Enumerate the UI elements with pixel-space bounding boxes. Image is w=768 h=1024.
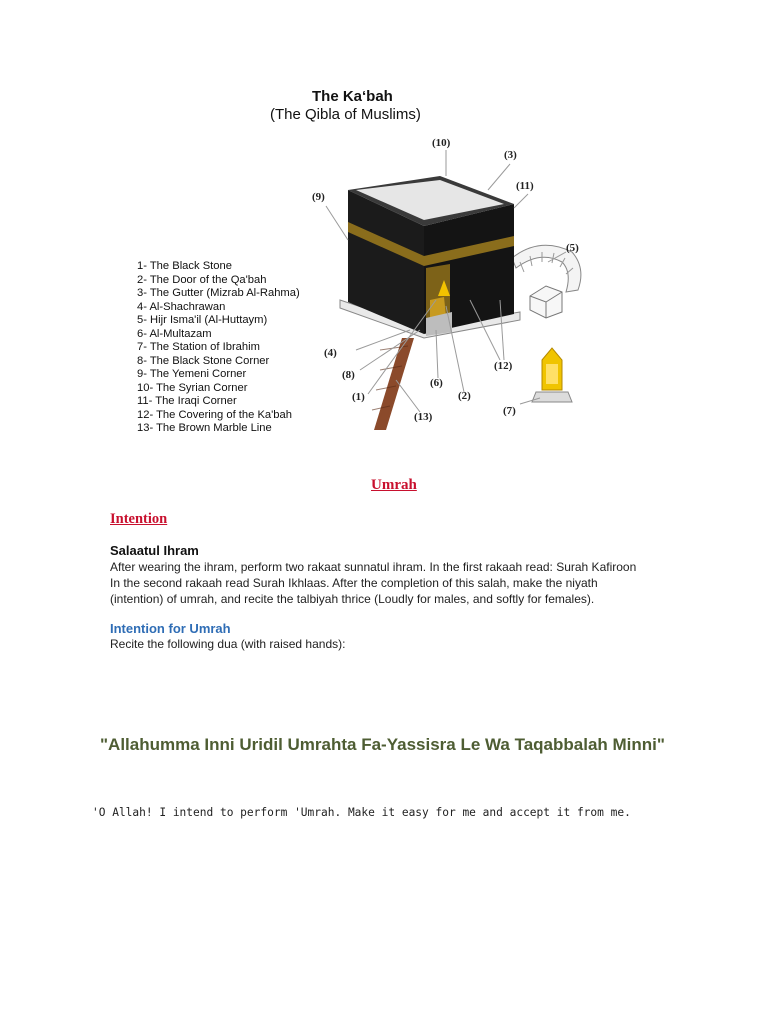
ihram-paragraph: [110, 559, 710, 607]
paragraph-line: After wearing the ihram, perform two rakaat sunnatul ihram. In the first rakaah read: Surah Kafiroon: [110, 560, 637, 574]
umrah-heading: Umrah: [371, 477, 417, 493]
callout-8: (8): [342, 369, 355, 381]
legend-item: 8- The Black Stone Corner: [137, 354, 270, 367]
intention-heading: Intention: [110, 511, 168, 527]
recite-instruction: Recite the following dua (with raised hands):: [110, 637, 346, 651]
legend-item: 7- The Station of Ibrahim: [137, 341, 260, 353]
legend-item: 13- The Brown Marble Line: [137, 422, 272, 434]
dua-text: "Allahumma Inni Uridil Umrahta Fa-Yassisra Le Wa Taqabbalah Minni": [100, 735, 665, 754]
callout-12: (12): [494, 360, 513, 372]
callout-10: (10): [432, 137, 451, 149]
figure-title: The Ka‘bah: [312, 88, 393, 105]
legend-item: 12- The Covering of the Ka'bah: [137, 408, 292, 421]
callout-5: (5): [566, 242, 579, 254]
callout-6: (6): [430, 377, 443, 389]
legend-item: 11- The Iraqi Corner: [137, 395, 237, 407]
callout-7: (7): [503, 405, 516, 417]
callout-2: (2): [458, 390, 471, 402]
legend-item: 9- The Yemeni Corner: [137, 368, 247, 380]
callout-11: (11): [516, 180, 534, 192]
figure-legend: [137, 260, 300, 436]
callout-13: (13): [414, 411, 433, 423]
legend-item: 2- The Door of the Qa'bah: [137, 273, 267, 286]
figure-subtitle: (The Qibla of Muslims): [270, 106, 421, 123]
hijr-ismail-wall: [512, 245, 581, 318]
paragraph-line: In the second rakaah read Surah Ikhlaas. After the completion of this salah, make the niyath: [110, 576, 598, 590]
paragraph-line: (intention) of umrah, and recite the talbiyah thrice (Loudly for males, and softly for females).: [110, 592, 595, 606]
callout-1: (1): [352, 391, 365, 403]
callout-9: (9): [312, 191, 325, 203]
legend-item: 1- The Black Stone: [137, 260, 232, 272]
legend-item: 6- Al-Multazam: [137, 327, 212, 340]
legend-item: 4- Al-Shachrawan: [137, 300, 226, 313]
legend-item: 10- The Syrian Corner: [137, 381, 248, 394]
legend-item: 3- The Gutter (Mizrab Al-Rahma): [137, 287, 300, 299]
dua-translation: 'O Allah! I intend to perform 'Umrah. Make it easy for me and accept it from me.: [92, 806, 631, 819]
callout-4: (4): [324, 347, 337, 359]
brown-marble-line: [374, 338, 414, 430]
callout-3: (3): [504, 149, 517, 161]
salaatul-ihram-heading: Salaatul Ihram: [110, 543, 199, 558]
intention-for-umrah-heading: Intention for Umrah: [110, 621, 231, 636]
station-of-ibrahim: [532, 348, 572, 402]
legend-item: 5- Hijr Isma'il (Al-Huttaym): [137, 314, 268, 326]
